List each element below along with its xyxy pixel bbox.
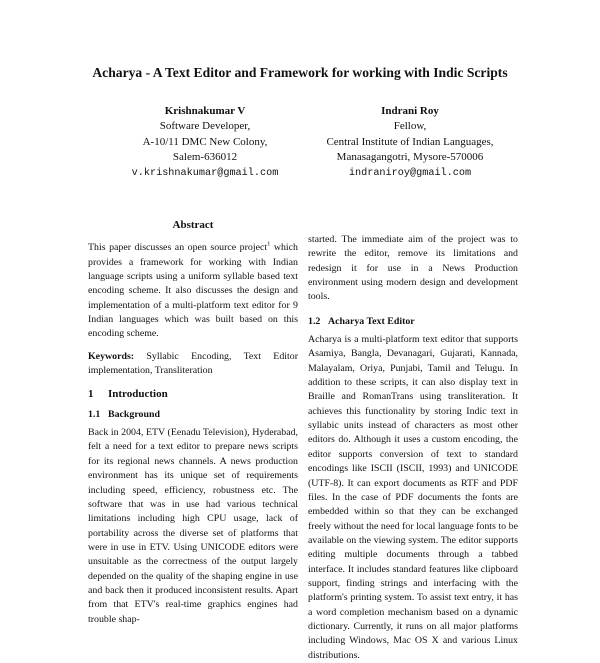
keywords: Keywords: Syllabic Encoding, Text Editor implementation, Transliteration bbox=[88, 350, 298, 377]
abstract-text: This paper discusses an open source project$^1$ which provides a framework for working with Indian language scripts using a uniform syllable based text encoding scheme. It also discusses the design and implementation of a multi-platform text editor for 9 Indian languages which was built based on this encoding scheme. bbox=[88, 241, 298, 340]
author-name: Krishnakumar V bbox=[164, 105, 246, 117]
right-column bbox=[308, 233, 518, 663]
left-column bbox=[88, 218, 298, 627]
author-affiliation-line: Central Institute of Indian Languages, bbox=[326, 135, 494, 148]
author-affiliation-line: Salem-636012 bbox=[172, 151, 238, 164]
author-email: v.krishnakumar@gmail.com bbox=[131, 167, 279, 179]
author-email: indraniroy@gmail.com bbox=[348, 167, 472, 179]
footnote-marker[interactable]: 1 bbox=[267, 241, 271, 249]
author-name: Indrani Roy bbox=[381, 105, 439, 117]
subsection-heading: 1.2 Acharya Text Editor bbox=[308, 315, 415, 327]
author-block-2 bbox=[250, 104, 570, 181]
paper-title: Acharya - A Text Editor and Framework for working with Indic Scripts bbox=[92, 65, 508, 80]
author-affiliation-line: Fellow, bbox=[393, 120, 427, 133]
section-heading: 1 Introduction bbox=[88, 388, 168, 401]
author-affiliation-line: Software Developer, bbox=[159, 120, 251, 133]
background-text: Back in 2004, ETV (Eenadu Television), Hyderabad, felt a need for a text editor to prepare news scripts for its regional news channels. A news production environment has its unique set of requirements including speed, efficiency, robustness etc. The software that was in use had various technical limitations including high CPU usage, lack of portability across the diverse set of platforms that were in use in ETV. Using UNICODE editors were unsuitable as the correctness of the output largely depended on the quality of the shaping engine in use and back then it produced inconsistent results. Apart from that ETV's real-time graphics engines had trouble shap- bbox=[88, 427, 298, 625]
author-affiliation-line: A-10/11 DMC New Colony, bbox=[142, 135, 268, 148]
intro-continuation-text: started. The immediate aim of the project was to rewrite the editor, remove its limitations and redesign it for use in a News Production environment using modern design and development tools. bbox=[308, 234, 518, 303]
author-affiliation-line: Manasagangotri, Mysore-570006 bbox=[336, 151, 484, 164]
subsection-heading: 1.1 Background bbox=[88, 408, 160, 420]
abstract-heading: Abstract bbox=[172, 219, 214, 231]
acharya-editor-text: Acharya is a multi-platform text editor that supports Asamiya, Bangla, Devanagari, Gujarati, Kannada, Malayalam, Oriya, Punjabi, Tamil and Telugu. In addition to these scripts, it can also display text in Braille and RomanTrans using transliteration. It achieves this functionality by storing Indic text in syllabic units instead of characters as most other editors do. Although it uses a custom encoding, the editor supports conversion of text to standard encodings like ISCII (ISCII, 1993) and UNICODE (UTF-8). It can export documents as RTF and PDF files. In the case of PDF documents the fonts are embedded within so that they can be exchanged freely without the need for local language fonts to be available on the viewing system. The editor supports editing multiple documents through a tabbed interface. It includes standard features like clipboard support, finding strings and interfacing with the platform's printing system. To assist text entry, it has a word completion mechanism based on a dynamic dictionary. Currently, it runs on all major platforms including Windows, Mac OS X and various Linux distributions. bbox=[308, 334, 518, 661]
